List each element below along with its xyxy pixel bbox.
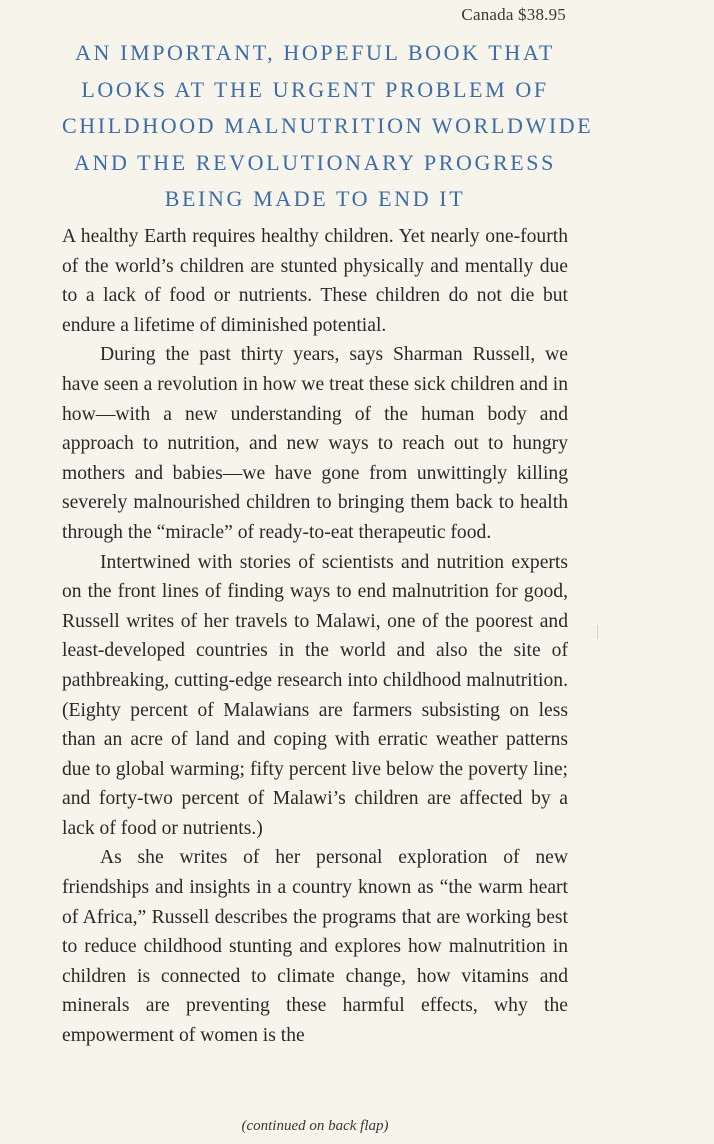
body-paragraph: A healthy Earth requires healthy children. Yet nearly one-fourth of the world’s children are stunted physically and mentally due to a lack of food or nutrients. These children do not die but endure a lifetime of diminished potential. [62,226,568,336]
body-copy [62,222,568,1051]
headline-line: AND THE REVOLUTIONARY PROGRESS [74,149,556,175]
headline-line: AN IMPORTANT, HOPEFUL BOOK THAT [75,40,555,65]
body-paragraph: During the past thirty years, says Sharman Russell, we have seen a revolution in how we treat these sick children and in how—with a new understanding of the human body and approach to nutrition, and new ways to reach out to hungry mothers and babies—we have gone from unwittingly killing severely malnourished children to bringing them back to health through the “miracle” of ready-to-eat therapeutic food. [62,344,569,543]
headline-line: CHILDHOOD MALNUTRITION WORLDWIDE [62,113,594,138]
body-paragraph: As she writes of her personal exploration of new friendships and insights in a country known as “the warm heart of Africa,” Russell describes the programs that are working best to reduce childhood stunting and explores how malnutrition in children is connected to climate change, how vitamins and minerals are preventing these harmful effects, why the empowerment of women is the [62,847,568,1047]
headline-line: LOOKS AT THE URGENT PROBLEM OF [81,76,549,102]
headline [62,35,594,218]
body-paragraph: Intertwined with stories of scientists and nutrition experts on the front lines of finding ways to end malnutrition for good, Russell writes of her travels to Malawi, one of the poorest and least-developed countries in the world and also the site of pathbreaking, cutting-edge research into childhood malnutrition. (Eighty percent of Malawians are farmers subsisting on less than an acre of land and coping with erratic weather patterns due to global warming; fifty percent live below the poverty line; and forty-two percent of Malawi’s children are affected by a lack of food or nutrients.) [62,551,568,839]
fold-mark [597,625,598,639]
continued-note: (continued on back flap) [241,1118,389,1134]
price-label: Canada $38.95 [461,5,566,24]
headline-line: BEING MADE TO END IT [164,186,466,211]
